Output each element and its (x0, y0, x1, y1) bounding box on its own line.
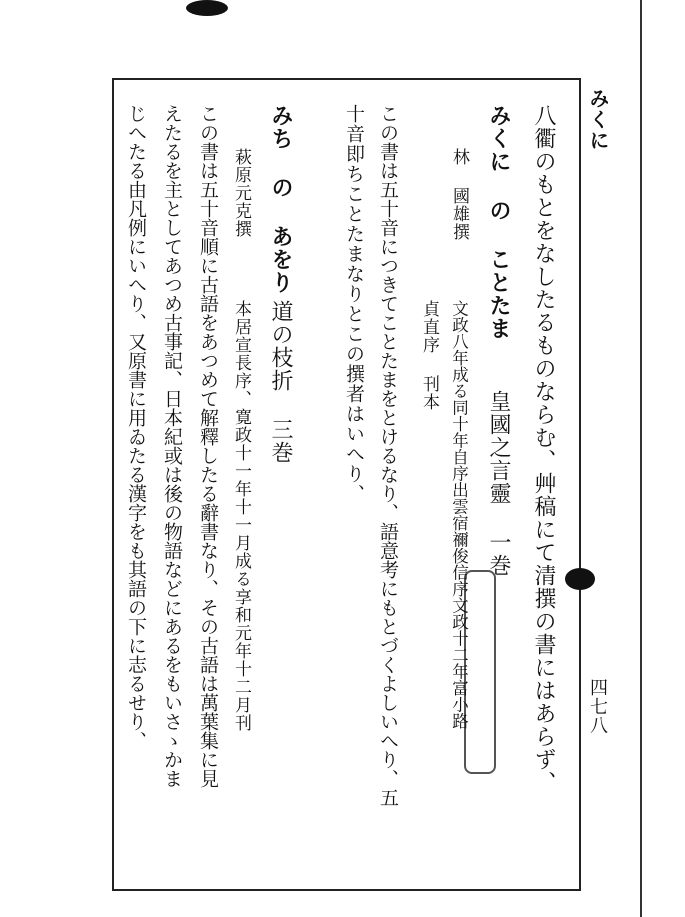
text-column: えたるを主としてあつめ古事記、日本紀或は後の物語などにあるをもいさゝかま (161, 104, 183, 788)
entry-title: 皇國之言靈 一巻 (486, 390, 511, 577)
entry-title: 道の枝折 三巻 (268, 300, 293, 464)
ink-blot (565, 568, 595, 590)
entry-meta: 文政八年成る同十年自序出雲宿禰俊信序文政十二年富小路 (449, 300, 469, 729)
text-column: 八衢のもとをなしたるものならむ、艸稿にて清撰の書にはあらず、 (531, 104, 556, 794)
entry-heading: みくに の ことたま (486, 104, 511, 340)
ink-blot (186, 0, 228, 16)
text-column: 十音即ちことたまなりとこの撰者はいへり、 (343, 104, 365, 504)
text-column: この書は五十音順に古語をあつめて解釋したる辭書なり、その古語は萬葉集に見 (197, 104, 219, 788)
text-column: この書は五十音につきてことたまをとけるなり、語意考にもとづくよしいへり、五 (377, 104, 399, 807)
entry-author: 萩原元克撰 (231, 148, 251, 238)
entry-author: 林 國雄撰 (449, 148, 469, 241)
running-head: みくに (586, 88, 610, 151)
text-column: じへたる由凡例にいへり、又原書に用ゐたる漢字をも其語の下に志るせり、 (125, 104, 147, 750)
entry-meta: 本居宣長序、寛政十一年十一月成る享和元年十二月刊 (231, 300, 251, 732)
page-edge (640, 0, 682, 917)
entry-meta: 貞直序 刊本 (419, 300, 439, 411)
entry-heading: みち の あをり (268, 104, 293, 294)
page-number: 四七八 (587, 678, 608, 735)
